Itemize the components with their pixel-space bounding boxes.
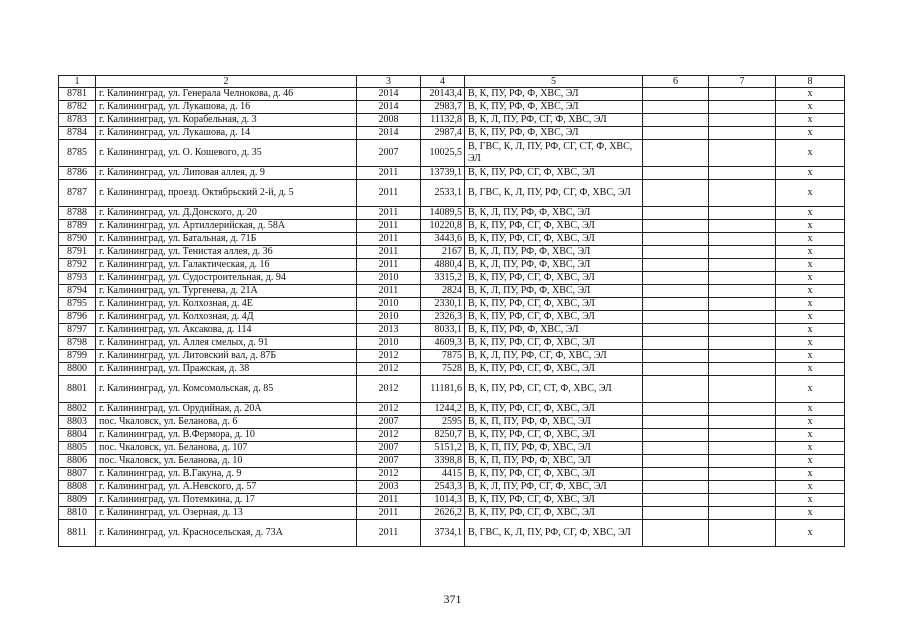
area-cell: 4880,4	[421, 259, 465, 272]
table-row	[59, 337, 845, 350]
works-cell: В, К, Л, ПУ, РФ, СГ, Ф, ХВС, ЭЛ	[465, 350, 643, 363]
works-cell: В, ГВС, К, Л, ПУ, РФ, СГ, СТ, Ф, ХВС, ЭЛ	[465, 140, 643, 167]
empty-cell-6	[643, 167, 709, 180]
address-cell: г. Калининград, ул. Озерная, д. 13	[96, 507, 357, 520]
works-cell: В, К, Л, ПУ, РФ, СГ, Ф, ХВС, ЭЛ	[465, 114, 643, 127]
column-header: 3	[357, 76, 421, 88]
area-cell: 11181,6	[421, 376, 465, 403]
area-cell: 20143,4	[421, 88, 465, 101]
empty-cell-7	[709, 416, 776, 429]
table-row	[59, 233, 845, 246]
empty-cell-7	[709, 298, 776, 311]
empty-cell-6	[643, 350, 709, 363]
row-number: 8798	[59, 337, 96, 350]
row-number: 8786	[59, 167, 96, 180]
empty-cell-6	[643, 101, 709, 114]
works-cell: В, К, ПУ, РФ, СГ, Ф, ХВС, ЭЛ	[465, 298, 643, 311]
area-cell: 2824	[421, 285, 465, 298]
mark-cell: х	[776, 285, 845, 298]
mark-cell: х	[776, 298, 845, 311]
year-cell: 2011	[357, 259, 421, 272]
row-number: 8809	[59, 494, 96, 507]
empty-cell-7	[709, 481, 776, 494]
address-cell: г. Калининград, ул. Липовая аллея, д. 9	[96, 167, 357, 180]
row-number: 8789	[59, 220, 96, 233]
empty-cell-7	[709, 259, 776, 272]
page-number: 371	[443, 592, 462, 606]
address-cell: г. Калининград, ул. А.Невского, д. 57	[96, 481, 357, 494]
works-cell: В, К, ПУ, РФ, СГ, Ф, ХВС, ЭЛ	[465, 233, 643, 246]
empty-cell-6	[643, 468, 709, 481]
empty-cell-7	[709, 285, 776, 298]
column-header: 5	[465, 76, 643, 88]
empty-cell-6	[643, 114, 709, 127]
year-cell: 2011	[357, 180, 421, 207]
empty-cell-7	[709, 363, 776, 376]
address-cell: г. Калининград, ул. В.Гакуна, д. 9	[96, 468, 357, 481]
mark-cell: х	[776, 416, 845, 429]
address-cell: г. Калининград, ул. Лукашова, д. 16	[96, 101, 357, 114]
empty-cell-7	[709, 167, 776, 180]
year-cell: 2011	[357, 220, 421, 233]
empty-cell-6	[643, 429, 709, 442]
year-cell: 2011	[357, 494, 421, 507]
empty-cell-7	[709, 442, 776, 455]
area-cell: 10025,5	[421, 140, 465, 167]
mark-cell: х	[776, 101, 845, 114]
empty-cell-6	[643, 324, 709, 337]
address-cell: г. Калининград, ул. Тургенева, д. 21А	[96, 285, 357, 298]
table-row	[59, 455, 845, 468]
row-number: 8811	[59, 520, 96, 547]
table-row	[59, 311, 845, 324]
mark-cell: х	[776, 363, 845, 376]
address-cell: г. Калининград, ул. Колхозная, д. 4Д	[96, 311, 357, 324]
row-number: 8781	[59, 88, 96, 101]
empty-cell-7	[709, 272, 776, 285]
works-cell: В, К, Л, ПУ, РФ, Ф, ХВС, ЭЛ	[465, 207, 643, 220]
area-cell: 2595	[421, 416, 465, 429]
mark-cell: х	[776, 403, 845, 416]
empty-cell-6	[643, 127, 709, 140]
works-cell: В, К, ПУ, РФ, СГ, Ф, ХВС, ЭЛ	[465, 272, 643, 285]
column-header: 8	[776, 76, 845, 88]
mark-cell: х	[776, 220, 845, 233]
year-cell: 2011	[357, 507, 421, 520]
year-cell: 2008	[357, 114, 421, 127]
empty-cell-6	[643, 88, 709, 101]
year-cell: 2014	[357, 88, 421, 101]
area-cell: 2330,1	[421, 298, 465, 311]
table-row	[59, 285, 845, 298]
works-cell: В, К, Л, ПУ, РФ, СГ, Ф, ХВС, ЭЛ	[465, 481, 643, 494]
area-cell: 4415	[421, 468, 465, 481]
empty-cell-7	[709, 337, 776, 350]
empty-cell-7	[709, 246, 776, 259]
row-number: 8788	[59, 207, 96, 220]
empty-cell-7	[709, 114, 776, 127]
year-cell: 2011	[357, 246, 421, 259]
area-cell: 2326,3	[421, 311, 465, 324]
works-cell: В, К, ПУ, РФ, Ф, ХВС, ЭЛ	[465, 88, 643, 101]
empty-cell-6	[643, 311, 709, 324]
row-number: 8800	[59, 363, 96, 376]
area-cell: 3315,2	[421, 272, 465, 285]
address-cell: г. Калининград, ул. Красносельская, д. 73А	[96, 520, 357, 547]
empty-cell-6	[643, 140, 709, 167]
empty-cell-6	[643, 416, 709, 429]
mark-cell: х	[776, 259, 845, 272]
empty-cell-6	[643, 180, 709, 207]
empty-cell-7	[709, 180, 776, 207]
address-cell: г. Калининград, ул. Батальная, д. 71Б	[96, 233, 357, 246]
area-cell: 1244,2	[421, 403, 465, 416]
year-cell: 2011	[357, 233, 421, 246]
year-cell: 2010	[357, 298, 421, 311]
year-cell: 2014	[357, 127, 421, 140]
area-cell: 11132,8	[421, 114, 465, 127]
area-cell: 14089,5	[421, 207, 465, 220]
address-cell: г. Калининград, ул. Судостроительная, д. 94	[96, 272, 357, 285]
year-cell: 2012	[357, 429, 421, 442]
table-row	[59, 481, 845, 494]
address-cell: г. Калининград, ул. Артиллерийская, д. 58А	[96, 220, 357, 233]
row-number: 8787	[59, 180, 96, 207]
year-cell: 2013	[357, 324, 421, 337]
row-number: 8807	[59, 468, 96, 481]
mark-cell: х	[776, 350, 845, 363]
area-cell: 2983,7	[421, 101, 465, 114]
works-cell: В, К, ПУ, РФ, СГ, Ф, ХВС, ЭЛ	[465, 311, 643, 324]
empty-cell-7	[709, 88, 776, 101]
address-cell: пос. Чкаловск, ул. Беланова, д. 107	[96, 442, 357, 455]
mark-cell: х	[776, 520, 845, 547]
works-cell: В, К, ПУ, РФ, СГ, Ф, ХВС, ЭЛ	[465, 363, 643, 376]
table-row	[59, 520, 845, 547]
table-row	[59, 416, 845, 429]
empty-cell-7	[709, 520, 776, 547]
mark-cell: х	[776, 337, 845, 350]
address-cell: г. Калининград, ул. Литовский вал, д. 87Б	[96, 350, 357, 363]
address-cell: пос. Чкаловск, ул. Беланова, д. 6	[96, 416, 357, 429]
works-cell: В, К, Л, ПУ, РФ, Ф, ХВС, ЭЛ	[465, 259, 643, 272]
table-row	[59, 88, 845, 101]
works-cell: В, ГВС, К, Л, ПУ, РФ, СГ, Ф, ХВС, ЭЛ	[465, 180, 643, 207]
empty-cell-7	[709, 350, 776, 363]
table-row	[59, 220, 845, 233]
row-number: 8794	[59, 285, 96, 298]
area-cell: 2987,4	[421, 127, 465, 140]
empty-cell-6	[643, 298, 709, 311]
year-cell: 2010	[357, 272, 421, 285]
works-cell: В, ГВС, К, Л, ПУ, РФ, СГ, Ф, ХВС, ЭЛ	[465, 520, 643, 547]
address-cell: г. Калининград, ул. Тенистая аллея, д. 36	[96, 246, 357, 259]
empty-cell-7	[709, 220, 776, 233]
row-number: 8783	[59, 114, 96, 127]
area-cell: 3443,6	[421, 233, 465, 246]
row-number: 8784	[59, 127, 96, 140]
empty-cell-6	[643, 246, 709, 259]
works-cell: В, К, ПУ, РФ, Ф, ХВС, ЭЛ	[465, 101, 643, 114]
empty-cell-7	[709, 429, 776, 442]
address-cell: г. Калининград, ул. О. Кошевого, д. 35	[96, 140, 357, 167]
row-number: 8785	[59, 140, 96, 167]
year-cell: 2003	[357, 481, 421, 494]
area-cell: 8033,1	[421, 324, 465, 337]
area-cell: 2167	[421, 246, 465, 259]
mark-cell: х	[776, 233, 845, 246]
works-cell: В, К, ПУ, РФ, СГ, Ф, ХВС, ЭЛ	[465, 507, 643, 520]
works-cell: В, К, ПУ, РФ, СГ, Ф, ХВС, ЭЛ	[465, 167, 643, 180]
empty-cell-6	[643, 233, 709, 246]
table-body	[59, 88, 845, 547]
works-cell: В, К, Л, ПУ, РФ, Ф, ХВС, ЭЛ	[465, 246, 643, 259]
mark-cell: х	[776, 180, 845, 207]
column-header: 7	[709, 76, 776, 88]
empty-cell-6	[643, 520, 709, 547]
empty-cell-6	[643, 259, 709, 272]
area-cell: 3734,1	[421, 520, 465, 547]
year-cell: 2012	[357, 350, 421, 363]
column-header: 4	[421, 76, 465, 88]
row-number: 8797	[59, 324, 96, 337]
table-row	[59, 140, 845, 167]
empty-cell-7	[709, 140, 776, 167]
mark-cell: х	[776, 455, 845, 468]
mark-cell: х	[776, 114, 845, 127]
empty-cell-6	[643, 363, 709, 376]
table-row	[59, 207, 845, 220]
empty-cell-7	[709, 376, 776, 403]
works-cell: В, К, ПУ, РФ, СГ, Ф, ХВС, ЭЛ	[465, 403, 643, 416]
empty-cell-7	[709, 127, 776, 140]
address-cell: г. Калининград, ул. Галактическая, д. 16	[96, 259, 357, 272]
table-row	[59, 507, 845, 520]
works-cell: В, К, ПУ, РФ, СГ, Ф, ХВС, ЭЛ	[465, 220, 643, 233]
address-cell: г. Калининград, ул. Д.Донского, д. 20	[96, 207, 357, 220]
empty-cell-6	[643, 507, 709, 520]
empty-cell-6	[643, 494, 709, 507]
area-cell: 8250,7	[421, 429, 465, 442]
empty-cell-7	[709, 468, 776, 481]
area-cell: 7528	[421, 363, 465, 376]
area-cell: 10220,8	[421, 220, 465, 233]
row-number: 8806	[59, 455, 96, 468]
table-row	[59, 246, 845, 259]
table-row	[59, 101, 845, 114]
table-row	[59, 376, 845, 403]
address-cell: пос. Чкаловск, ул. Беланова, д. 10	[96, 455, 357, 468]
works-cell: В, К, П, ПУ, РФ, Ф, ХВС, ЭЛ	[465, 455, 643, 468]
year-cell: 2014	[357, 101, 421, 114]
area-cell: 7875	[421, 350, 465, 363]
row-number: 8792	[59, 259, 96, 272]
column-header: 2	[96, 76, 357, 88]
year-cell: 2007	[357, 416, 421, 429]
empty-cell-7	[709, 494, 776, 507]
mark-cell: х	[776, 127, 845, 140]
address-cell: г. Калининград, ул. Орудийная, д. 20А	[96, 403, 357, 416]
table-row	[59, 180, 845, 207]
empty-cell-6	[643, 285, 709, 298]
empty-cell-6	[643, 481, 709, 494]
area-cell: 2626,2	[421, 507, 465, 520]
works-cell: В, К, ПУ, РФ, СГ, СТ, Ф, ХВС, ЭЛ	[465, 376, 643, 403]
mark-cell: х	[776, 442, 845, 455]
address-cell: г. Калининград, ул. Колхозная, д. 4Е	[96, 298, 357, 311]
row-number: 8808	[59, 481, 96, 494]
row-number: 8799	[59, 350, 96, 363]
mark-cell: х	[776, 324, 845, 337]
row-number: 8795	[59, 298, 96, 311]
row-number: 8793	[59, 272, 96, 285]
area-cell: 1014,3	[421, 494, 465, 507]
row-number: 8804	[59, 429, 96, 442]
mark-cell: х	[776, 481, 845, 494]
mark-cell: х	[776, 272, 845, 285]
area-cell: 3398,8	[421, 455, 465, 468]
header-row	[59, 76, 845, 88]
empty-cell-7	[709, 403, 776, 416]
empty-cell-6	[643, 220, 709, 233]
area-cell: 2533,1	[421, 180, 465, 207]
column-header: 1	[59, 76, 96, 88]
year-cell: 2010	[357, 337, 421, 350]
row-number: 8810	[59, 507, 96, 520]
year-cell: 2012	[357, 468, 421, 481]
address-cell: г. Калининград, ул. В.Фермора, д. 10	[96, 429, 357, 442]
row-number: 8790	[59, 233, 96, 246]
row-number: 8782	[59, 101, 96, 114]
empty-cell-6	[643, 207, 709, 220]
empty-cell-6	[643, 272, 709, 285]
works-cell: В, К, ПУ, РФ, Ф, ХВС, ЭЛ	[465, 127, 643, 140]
works-cell: В, К, ПУ, РФ, СГ, Ф, ХВС, ЭЛ	[465, 337, 643, 350]
mark-cell: х	[776, 468, 845, 481]
row-number: 8802	[59, 403, 96, 416]
year-cell: 2012	[357, 363, 421, 376]
year-cell: 2011	[357, 285, 421, 298]
table-row	[59, 468, 845, 481]
empty-cell-7	[709, 207, 776, 220]
row-number: 8801	[59, 376, 96, 403]
year-cell: 2007	[357, 442, 421, 455]
mark-cell: х	[776, 376, 845, 403]
address-cell: г. Калининград, ул. Аллея смелых, д. 91	[96, 337, 357, 350]
row-number: 8791	[59, 246, 96, 259]
mark-cell: х	[776, 207, 845, 220]
empty-cell-7	[709, 324, 776, 337]
empty-cell-6	[643, 455, 709, 468]
works-cell: В, К, ПУ, РФ, СГ, Ф, ХВС, ЭЛ	[465, 494, 643, 507]
address-cell: г. Калининград, проезд. Октябрьский 2-й, д. 5	[96, 180, 357, 207]
area-cell: 4609,3	[421, 337, 465, 350]
column-header: 6	[643, 76, 709, 88]
works-cell: В, К, П, ПУ, РФ, Ф, ХВС, ЭЛ	[465, 442, 643, 455]
mark-cell: х	[776, 140, 845, 167]
mark-cell: х	[776, 88, 845, 101]
table-row	[59, 127, 845, 140]
empty-cell-6	[643, 376, 709, 403]
row-number: 8803	[59, 416, 96, 429]
area-cell: 13739,1	[421, 167, 465, 180]
year-cell: 2011	[357, 207, 421, 220]
table-row	[59, 298, 845, 311]
empty-cell-7	[709, 101, 776, 114]
works-cell: В, К, ПУ, РФ, Ф, ХВС, ЭЛ	[465, 324, 643, 337]
row-number: 8796	[59, 311, 96, 324]
table-row	[59, 167, 845, 180]
mark-cell: х	[776, 507, 845, 520]
year-cell: 2011	[357, 167, 421, 180]
works-cell: В, К, Л, ПУ, РФ, Ф, ХВС, ЭЛ	[465, 285, 643, 298]
empty-cell-6	[643, 442, 709, 455]
table-row	[59, 442, 845, 455]
table-row	[59, 272, 845, 285]
table-row	[59, 494, 845, 507]
table-row	[59, 429, 845, 442]
address-cell: г. Калининград, ул. Комсомольская, д. 85	[96, 376, 357, 403]
area-cell: 2543,3	[421, 481, 465, 494]
table-row	[59, 350, 845, 363]
table-row	[59, 324, 845, 337]
empty-cell-7	[709, 311, 776, 324]
empty-cell-6	[643, 403, 709, 416]
address-cell: г. Калининград, ул. Потемкина, д. 17	[96, 494, 357, 507]
works-cell: В, К, ПУ, РФ, СГ, Ф, ХВС, ЭЛ	[465, 429, 643, 442]
address-cell: г. Калининград, ул. Корабельная, д. 3	[96, 114, 357, 127]
housing-registry-table	[58, 75, 845, 547]
year-cell: 2007	[357, 455, 421, 468]
table-row	[59, 363, 845, 376]
year-cell: 2007	[357, 140, 421, 167]
mark-cell: х	[776, 494, 845, 507]
table-row	[59, 259, 845, 272]
row-number: 8805	[59, 442, 96, 455]
mark-cell: х	[776, 167, 845, 180]
table-row	[59, 114, 845, 127]
area-cell: 5151,2	[421, 442, 465, 455]
empty-cell-7	[709, 233, 776, 246]
address-cell: г. Калининград, ул. Пражская, д. 38	[96, 363, 357, 376]
empty-cell-7	[709, 507, 776, 520]
mark-cell: х	[776, 246, 845, 259]
address-cell: г. Калининград, ул. Генерала Челнокова, д. 46	[96, 88, 357, 101]
year-cell: 2011	[357, 520, 421, 547]
year-cell: 2012	[357, 376, 421, 403]
empty-cell-6	[643, 337, 709, 350]
table-row	[59, 403, 845, 416]
mark-cell: х	[776, 429, 845, 442]
mark-cell: х	[776, 311, 845, 324]
empty-cell-7	[709, 455, 776, 468]
address-cell: г. Калининград, ул. Аксакова, д. 114	[96, 324, 357, 337]
year-cell: 2010	[357, 311, 421, 324]
works-cell: В, К, П, ПУ, РФ, Ф, ХВС, ЭЛ	[465, 416, 643, 429]
year-cell: 2012	[357, 403, 421, 416]
address-cell: г. Калининград, ул. Лукашова, д. 14	[96, 127, 357, 140]
works-cell: В, К, ПУ, РФ, СГ, Ф, ХВС, ЭЛ	[465, 468, 643, 481]
